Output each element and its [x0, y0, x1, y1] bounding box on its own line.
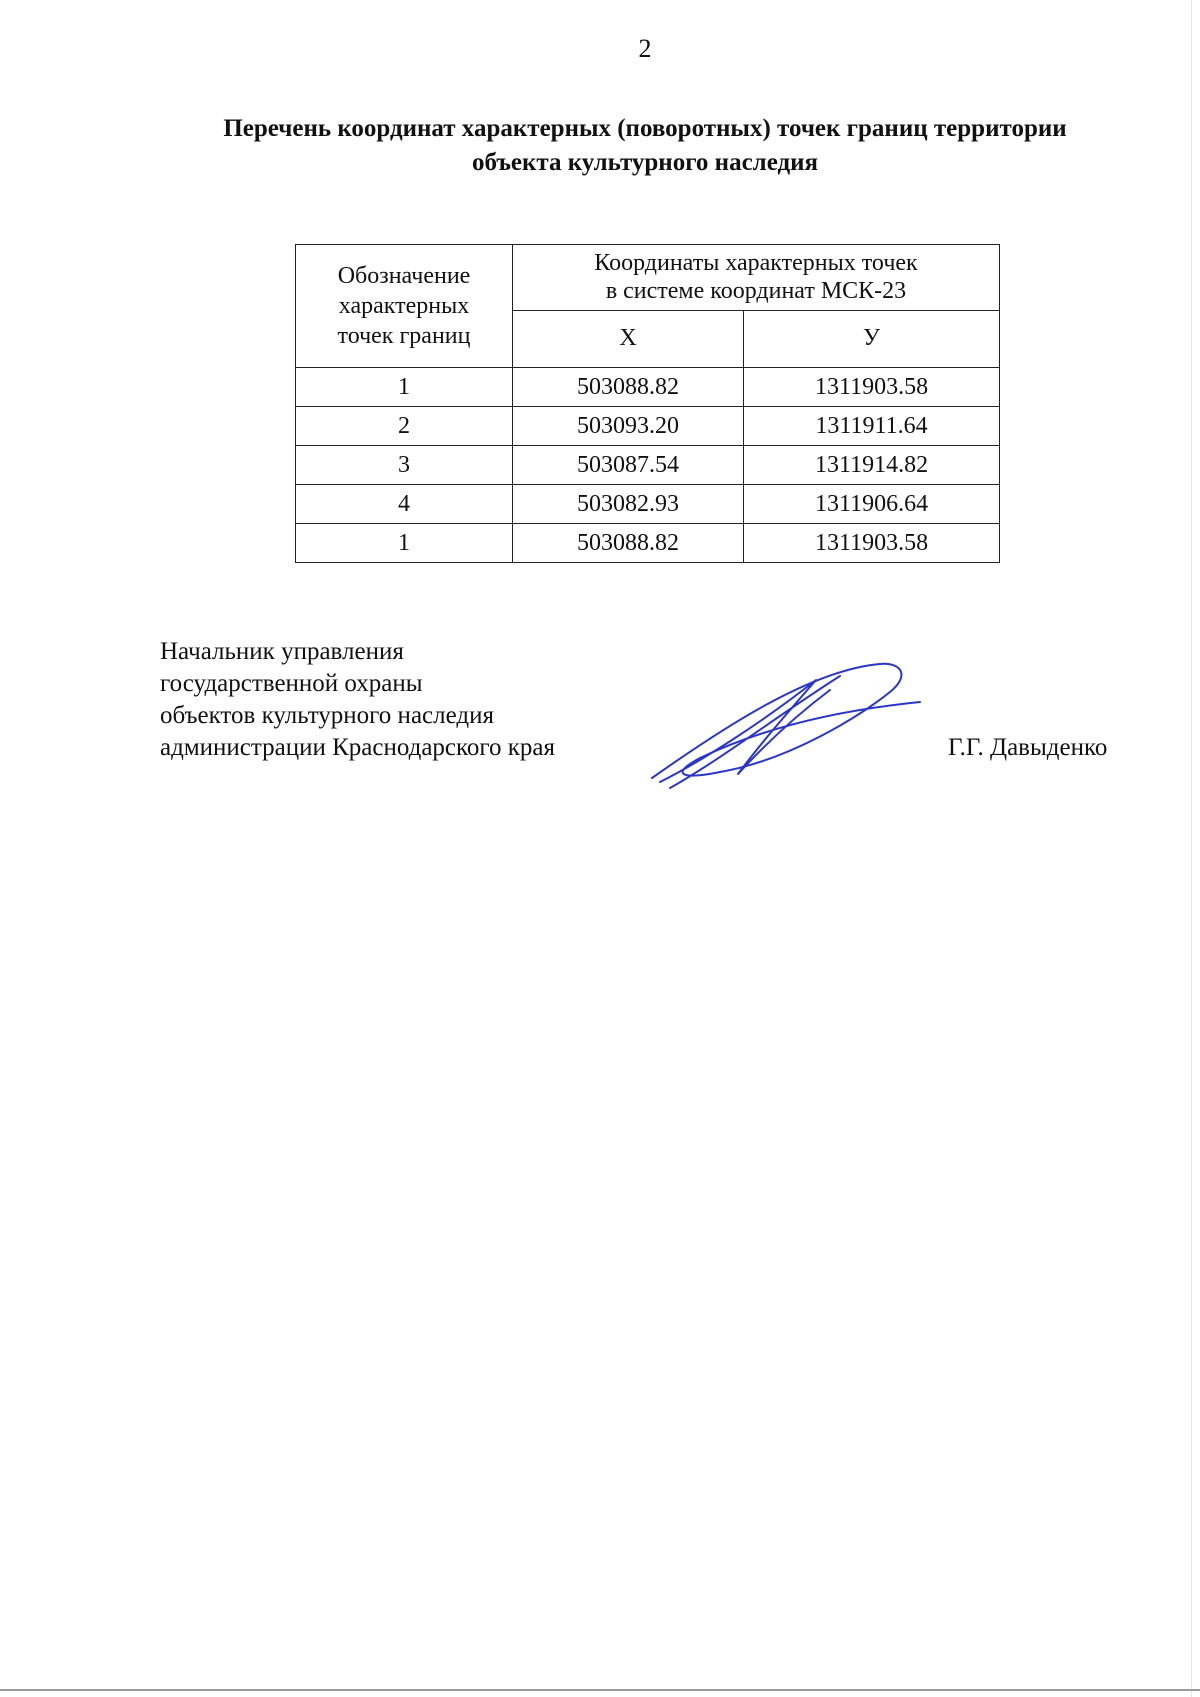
- table-row: [296, 407, 1000, 446]
- document-title-line-1: Перечень координат характерных (поворотных) точек границ территории: [223, 115, 1067, 142]
- signatory-name: Г.Г. Давыденко: [948, 734, 1108, 761]
- signatory-position-line: администрации Краснодарского края: [160, 734, 556, 761]
- signatory-position-line: Начальник управления: [160, 638, 404, 665]
- cell-y: 1311911.64: [744, 407, 1000, 446]
- cell-y: 1311903.58: [744, 368, 1000, 407]
- table-row: [296, 524, 1000, 563]
- cell-point: 3: [296, 446, 513, 485]
- cell-y: 1311906.64: [744, 485, 1000, 524]
- page-number: 2: [638, 34, 652, 63]
- cell-x: 503093.20: [513, 407, 744, 446]
- cell-x: 503087.54: [513, 446, 744, 485]
- header-designation: [296, 245, 513, 368]
- header-designation-line: характерных: [338, 293, 470, 319]
- header-coordinates: [513, 245, 1000, 311]
- table-row: [296, 446, 1000, 485]
- cell-x: 503088.82: [513, 368, 744, 407]
- table-row: [296, 368, 1000, 407]
- header-coordinates-line: Координаты характерных точек: [594, 250, 918, 277]
- cell-point: 1: [296, 368, 513, 407]
- header-coordinates-line: в системе координат МСК-23: [605, 278, 907, 305]
- scan-bottom-edge: [0, 1689, 1200, 1691]
- header-designation-line: Обозначение: [337, 263, 471, 289]
- document-title: [130, 112, 1160, 180]
- signatory-position: [160, 636, 555, 764]
- coordinates-table: [295, 244, 1000, 563]
- cell-x: 503088.82: [513, 524, 744, 563]
- handwritten-signature: [640, 650, 940, 800]
- signatory-position-line: государственной охраны: [160, 670, 423, 697]
- header-x: X: [513, 310, 744, 367]
- cell-x: 503082.93: [513, 485, 744, 524]
- signature-stroke: [670, 676, 840, 788]
- cell-point: 1: [296, 524, 513, 563]
- header-y: У: [744, 310, 1000, 367]
- cell-point: 4: [296, 485, 513, 524]
- cell-y: 1311914.82: [744, 446, 1000, 485]
- header-designation-line: точек границ: [337, 323, 471, 349]
- signatory-position-line: объектов культурного наследия: [160, 702, 494, 729]
- document-title-line-2: объекта культурного наследия: [471, 149, 819, 176]
- table-row: [296, 485, 1000, 524]
- cell-y: 1311903.58: [744, 524, 1000, 563]
- signature-stroke: [652, 664, 920, 778]
- cell-point: 2: [296, 407, 513, 446]
- scan-right-edge: [1191, 0, 1192, 1697]
